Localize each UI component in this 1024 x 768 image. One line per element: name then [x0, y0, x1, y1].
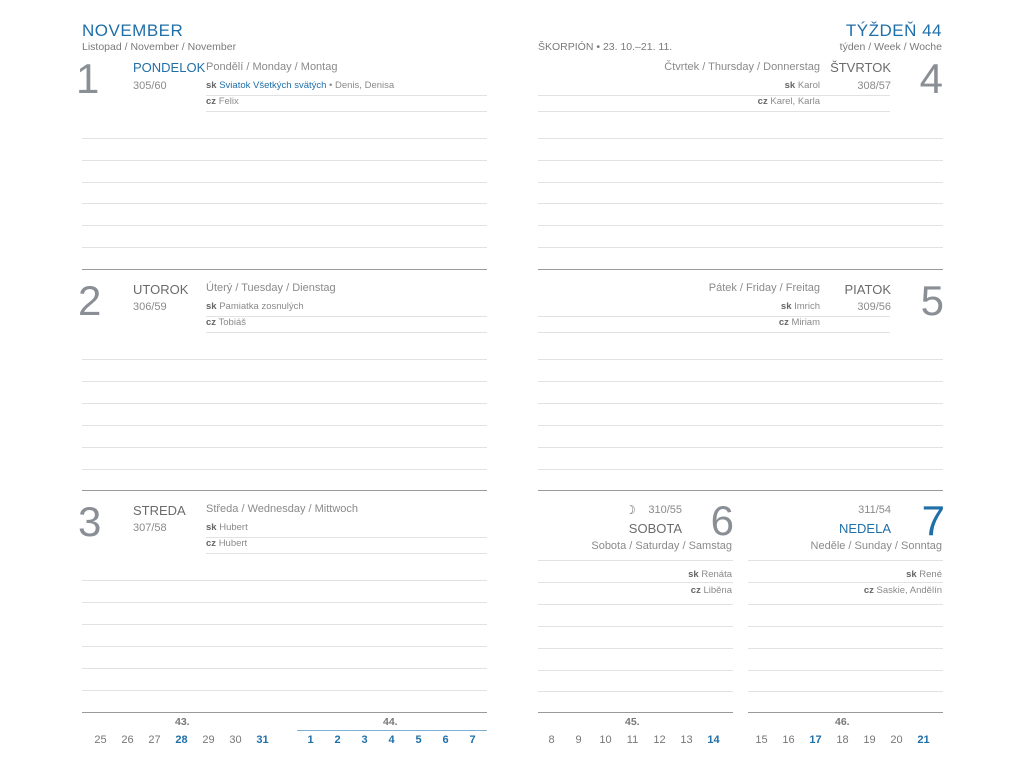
day-translations-7: Neděle / Sunday / Sonntag	[810, 540, 942, 552]
week-number-46: 46.	[835, 716, 850, 728]
ruled-line	[538, 225, 943, 226]
sk-names: Renáta	[701, 569, 732, 580]
ruled-line	[538, 604, 733, 605]
ruled-line	[538, 111, 890, 112]
ruled-line	[82, 624, 487, 625]
ruled-line	[538, 582, 733, 583]
ruled-line	[538, 490, 943, 491]
ruled-line	[82, 469, 487, 470]
calendar-day: 10	[599, 734, 612, 746]
cz-nameday-1	[206, 96, 239, 107]
day-number-1: 1	[76, 55, 100, 102]
day-ordinal-5: 309/56	[857, 301, 891, 313]
sk-names: Imrich	[794, 301, 820, 312]
ruled-line	[82, 381, 487, 382]
sk-nameday-5	[781, 301, 820, 312]
month-subtitle: Listopad / November / November	[82, 41, 237, 53]
mini-calendar-week-46	[748, 734, 937, 746]
day-name-1: PONDELOK	[133, 60, 206, 75]
day-translations-4: Čtvrtek / Thursday / Donnerstag	[664, 61, 820, 73]
week-number-43: 43.	[175, 716, 190, 728]
ruled-line	[538, 626, 733, 627]
ruled-line	[206, 553, 487, 554]
sk-label: sk	[206, 80, 217, 91]
sk-names-extra: • Denis, Denisa	[326, 80, 395, 91]
sk-nameday-4	[785, 80, 820, 91]
sk-names: Karol	[797, 80, 820, 91]
ruled-line	[82, 668, 487, 669]
cz-names: Miriam	[791, 317, 820, 328]
ruled-line	[82, 712, 487, 713]
sk-label: sk	[906, 569, 917, 580]
calendar-day: 7	[469, 734, 476, 746]
day-translations-3: Středa / Wednesday / Mittwoch	[206, 503, 359, 515]
calendar-day: 17	[809, 734, 822, 746]
day-name-3: STREDA	[133, 503, 186, 518]
week-title: TÝŽDEŇ 44	[845, 21, 942, 40]
day-name-5: PIATOK	[844, 282, 891, 297]
cz-nameday-3	[206, 538, 247, 549]
week-number-45: 45.	[625, 716, 640, 728]
calendar-day: 30	[229, 734, 242, 746]
day-name-2: UTOROK	[133, 282, 189, 297]
sk-nameday-1	[206, 80, 394, 91]
ruled-line	[748, 604, 943, 605]
ruled-line	[748, 670, 943, 671]
day-number-6: 6	[710, 497, 734, 544]
ruled-line	[538, 648, 733, 649]
week-subtitle: týden / Week / Woche	[839, 41, 942, 53]
ruled-line	[82, 182, 487, 183]
mini-calendar-week-44	[297, 734, 486, 746]
ruled-line	[538, 712, 733, 713]
ruled-line	[538, 447, 943, 448]
day-ordinal-4: 308/57	[857, 80, 891, 92]
ruled-line	[538, 670, 733, 671]
day-ordinal-7: 311/54	[858, 504, 891, 516]
ruled-line	[538, 95, 890, 96]
cz-label: cz	[206, 538, 217, 549]
calendar-day: 11	[626, 734, 639, 746]
calendar-day: 29	[202, 734, 215, 746]
cz-label: cz	[690, 585, 701, 596]
calendar-day: 2	[334, 734, 341, 746]
day-translations-6: Sobota / Saturday / Samstag	[591, 540, 732, 552]
day-name-7: NEDELA	[838, 521, 891, 536]
calendar-day: 9	[575, 734, 582, 746]
day-number-3: 3	[78, 498, 102, 545]
calendar-day: 5	[415, 734, 422, 746]
holiday-name: Sviatok Všetkých svätých	[219, 80, 327, 91]
ruled-line	[297, 730, 487, 731]
cz-nameday-5	[779, 317, 820, 328]
ruled-line	[206, 332, 487, 333]
day-name-4: ŠTVRTOK	[830, 60, 891, 75]
ruled-line	[206, 111, 487, 112]
ruled-line	[82, 203, 487, 204]
sk-label: sk	[784, 80, 796, 91]
week-number-44: 44.	[383, 716, 398, 728]
ruled-line	[538, 425, 943, 426]
ruled-line	[538, 160, 943, 161]
day-name-6: SOBOTA	[628, 521, 682, 536]
sk-nameday-6	[688, 569, 732, 580]
day-translations-1: Pondělí / Monday / Montag	[206, 61, 338, 73]
calendar-day: 28	[175, 734, 188, 746]
calendar-day: 19	[863, 734, 876, 746]
calendar-day: 12	[653, 734, 666, 746]
ruled-line	[748, 712, 943, 713]
ruled-line	[82, 403, 487, 404]
calendar-day: 26	[121, 734, 134, 746]
day-translations-5: Pátek / Friday / Freitag	[708, 282, 820, 294]
ruled-line	[538, 381, 943, 382]
ruled-line	[538, 359, 943, 360]
ruled-line	[748, 582, 943, 583]
cz-names: Tobiáš	[218, 317, 246, 328]
ruled-line	[538, 182, 943, 183]
calendar-day: 4	[388, 734, 395, 746]
calendar-day: 31	[256, 734, 269, 746]
ruled-line	[748, 648, 943, 649]
cz-names: Saskie, Andělín	[876, 585, 942, 596]
ruled-line	[206, 537, 487, 538]
ruled-line	[82, 580, 487, 581]
sk-label: sk	[780, 301, 792, 312]
day-number-5: 5	[920, 277, 944, 324]
cz-nameday-2	[206, 317, 246, 328]
calendar-day: 13	[680, 734, 693, 746]
ruled-line	[82, 490, 487, 491]
sk-nameday-2	[206, 301, 304, 312]
ruled-line	[538, 560, 733, 561]
calendar-day: 21	[917, 734, 930, 746]
cz-nameday-7	[864, 585, 942, 596]
calendar-day: 16	[782, 734, 795, 746]
cz-label: cz	[757, 96, 768, 107]
calendar-day: 15	[755, 734, 768, 746]
ruled-line	[82, 359, 487, 360]
sk-label: sk	[688, 569, 699, 580]
ruled-line	[538, 316, 890, 317]
ruled-line	[206, 316, 487, 317]
ruled-line	[82, 225, 487, 226]
calendar-day: 3	[361, 734, 368, 746]
sk-names: Pamiatka zosnulých	[219, 301, 304, 312]
sk-label: sk	[206, 522, 217, 533]
ruled-line	[748, 691, 943, 692]
day-ordinal-3: 307/58	[133, 522, 167, 534]
ruled-line	[82, 646, 487, 647]
ruled-line	[538, 203, 943, 204]
ruled-line	[748, 560, 943, 561]
cz-label: cz	[206, 317, 217, 328]
ruled-line	[538, 469, 943, 470]
ruled-line	[82, 690, 487, 691]
ruled-line	[748, 626, 943, 627]
ruled-line	[538, 403, 943, 404]
ruled-line	[82, 247, 487, 248]
ruled-line	[206, 95, 487, 96]
month-title: NOVEMBER	[82, 21, 184, 40]
sk-nameday-3	[206, 522, 248, 533]
calendar-day: 1	[307, 734, 314, 746]
day-number-4: 4	[919, 55, 943, 102]
ruled-line	[82, 447, 487, 448]
ruled-line	[82, 602, 487, 603]
cz-names: Felix	[218, 96, 239, 107]
cz-names: Karel, Karla	[770, 96, 820, 107]
sk-nameday-7	[906, 569, 942, 580]
day-number-2: 2	[78, 277, 102, 324]
zodiac-sign: ŠKORPIÓN • 23. 10.–21. 11.	[538, 41, 673, 53]
cz-names: Hubert	[218, 538, 248, 549]
ruled-line	[82, 425, 487, 426]
sk-label: sk	[206, 301, 217, 312]
ruled-line	[538, 691, 733, 692]
day-ordinal-2: 306/59	[133, 301, 167, 313]
calendar-day: 14	[707, 734, 720, 746]
day-ordinal-1: 305/60	[133, 80, 167, 92]
cz-label: cz	[206, 96, 217, 107]
day-ordinal-6: 310/55	[648, 504, 682, 516]
cz-names: Liběna	[703, 585, 732, 596]
mini-calendar-week-45	[538, 734, 727, 746]
ruled-line	[538, 269, 943, 270]
sk-names: René	[919, 569, 942, 580]
calendar-day: 8	[548, 734, 555, 746]
ruled-line	[82, 138, 487, 139]
mini-calendar-week-43	[87, 734, 276, 746]
day-number-7: 7	[921, 497, 945, 544]
ruled-line	[538, 332, 890, 333]
calendar-day: 27	[148, 734, 161, 746]
cz-nameday-4	[758, 96, 820, 107]
day-translations-2: Úterý / Tuesday / Dienstag	[206, 282, 336, 294]
ruled-line	[538, 247, 943, 248]
calendar-day: 20	[890, 734, 903, 746]
sk-names: Hubert	[219, 522, 248, 533]
ruled-line	[82, 160, 487, 161]
cz-label: cz	[863, 585, 874, 596]
cz-label: cz	[778, 317, 789, 328]
ruled-line	[82, 269, 487, 270]
cz-nameday-6	[691, 585, 732, 596]
moon-phase-icon: ☽	[625, 503, 636, 517]
calendar-day: 25	[94, 734, 107, 746]
calendar-day: 18	[836, 734, 849, 746]
calendar-day: 6	[442, 734, 449, 746]
ruled-line	[538, 138, 943, 139]
